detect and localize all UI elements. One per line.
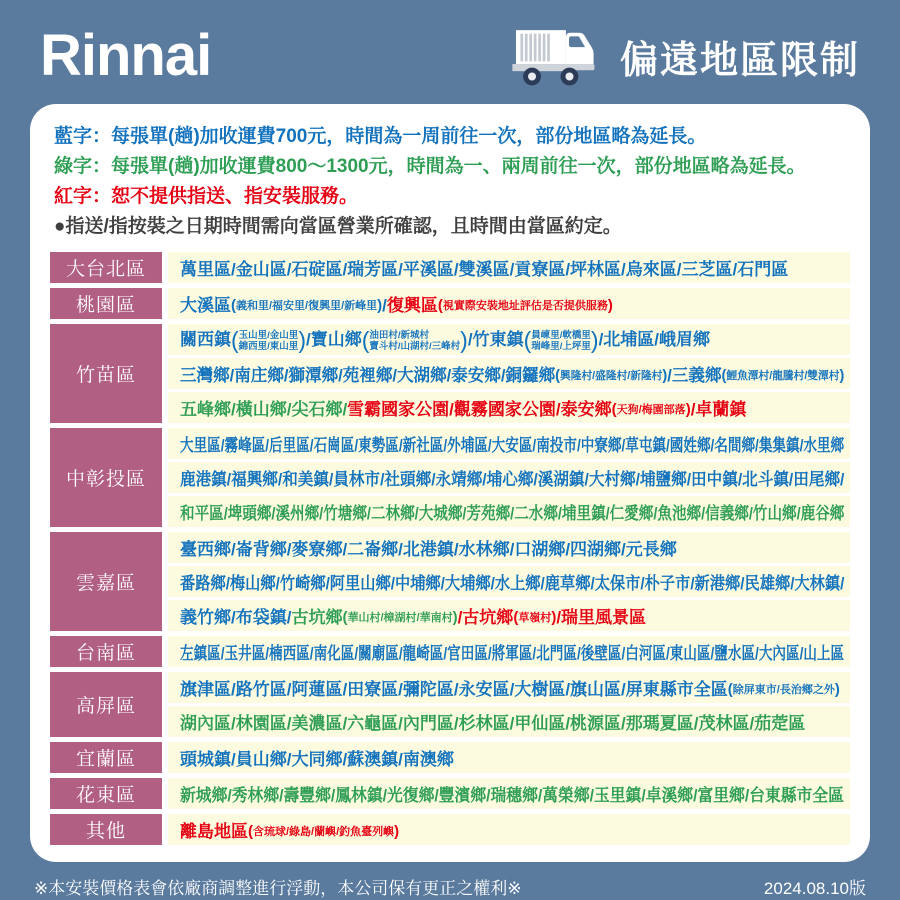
region-text: ( 員崠里/軟橋里 瑞峰里/上坪里 ) <box>523 327 599 353</box>
region-line <box>168 496 850 527</box>
region-text: (興隆村/盛隆村/新隆村) <box>555 367 668 384</box>
region-text: (含琉球/綠島/蘭嶼/釣魚臺列嶼) <box>248 823 400 840</box>
region-group <box>50 252 850 283</box>
region-text: 和平區/埤頭鄉/溪州鄉/竹塘鄉/二林鄉/大城鄉/芳苑鄉/二水鄉/埔里鎮/仁愛鄉/魚池鄉/信義鄉/竹山鄉/鹿谷鄉 <box>180 504 845 523</box>
region-line <box>168 814 850 845</box>
region-text: 新城鄉/秀林鄉/壽豐鄉/鳳林鎮/光復鄉/豐濱鄉/瑞穗鄉/萬榮鄉/玉里鎮/卓溪鄉/富里鄉/台東縣市全區 <box>180 786 844 805</box>
region-line-text <box>180 291 613 316</box>
legend <box>54 122 848 242</box>
region-text: (草嶺村) <box>513 609 557 626</box>
legend-line: 藍字：每張單(趟)加收運費700元，時間為一周前往一次，部份地區略為延長。 <box>54 126 707 147</box>
region-text: 旗津區/路竹區/阿蓮區/田寮區/彌陀區/永安區/大樹區/旗山區/屏東縣市全區 <box>180 680 728 699</box>
region-label: 宜蘭區 <box>50 742 162 773</box>
footer-note: ※本安裝價格表會依廠商調整進行浮動，本公司保有更正之權利※ <box>34 879 522 898</box>
region-line <box>168 600 850 631</box>
region-line <box>168 706 850 737</box>
region-line <box>168 252 850 283</box>
region-text: (華山村/樟湖村/華南村) <box>342 609 458 626</box>
region-group <box>50 532 850 631</box>
region-text: /瑞里風景區 <box>556 608 647 627</box>
region-text: (除屏東市/長治鄉之外) <box>727 681 840 698</box>
region-text: 義竹鄉/布袋鎮/ <box>180 608 292 627</box>
region-content <box>168 252 850 283</box>
region-group <box>50 324 850 423</box>
page-title: 偏遠地區限制 <box>619 39 860 82</box>
region-text: 萬里區/金山區/石碇區/瑞芳區/平溪區/雙溪區/貢寮區/坪林區/烏來區/三芝區/石門區 <box>180 260 789 279</box>
region-text: (視實際安裝地址評估是否提供服務) <box>437 297 613 314</box>
region-line <box>168 566 850 597</box>
region-line <box>168 462 850 493</box>
region-line <box>168 288 850 319</box>
region-text: 鹿港鎮/福興鄉/和美鎮/員林市/社頭鄉/永靖鄉/埔心鄉/溪湖鎮/大村鄉/埔鹽鄉/田中鎮/北斗鎮/田尾鄉/ <box>180 470 845 489</box>
legend-line: 綠字：每張單(趟)加收運費800～1300元，時間為一、兩周前往一次，部份地區略為延長。 <box>54 156 806 177</box>
region-text: 大溪區 <box>180 296 231 315</box>
region-line-text <box>180 709 805 734</box>
region-content <box>168 742 850 773</box>
region-line <box>168 742 850 773</box>
region-label: 竹苗區 <box>50 324 162 423</box>
content-panel <box>30 104 870 862</box>
region-content <box>168 636 850 667</box>
region-text: / <box>382 296 387 315</box>
region-line-text <box>180 639 844 664</box>
region-text: 番路鄉/梅山鄉/竹崎鄉/阿里山鄉/中埔鄉/大埔鄉/水上鄉/鹿草鄉/太保市/朴子市/新港鄉/民雄鄉/大林鎮/ <box>180 574 845 593</box>
region-text: /北埔區/峨眉鄉 <box>598 330 711 349</box>
region-text: (天狗/梅園部落) <box>611 401 691 418</box>
region-group <box>50 742 850 773</box>
region-content <box>168 324 850 423</box>
region-group <box>50 814 850 845</box>
region-line-text <box>180 325 710 354</box>
region-group <box>50 288 850 319</box>
region-text: 三灣鄉/南庄鄉/獅潭鄉/苑裡鄉/大湖鄉/泰安鄉/銅鑼鄉 <box>180 366 556 385</box>
version-label: 2024.08.10版 <box>763 879 866 898</box>
region-line <box>168 324 850 355</box>
region-text: (義和里/福安里/復興里/新峰里) <box>231 297 383 314</box>
region-text: (鯉魚潭村/龍騰村/雙潭村) <box>721 367 845 384</box>
region-text: 離島地區 <box>180 822 248 841</box>
region-line-text <box>180 395 746 420</box>
region-text: 臺西鄉/崙背鄉/麥寮鄉/二崙鄉/北港鎮/水林鄉/口湖鄉/四湖鄉/元長鄉 <box>180 540 677 559</box>
region-label: 其他 <box>50 814 162 845</box>
region-line-text <box>180 361 844 386</box>
region-label: 大台北區 <box>50 252 162 283</box>
region-text: /卓蘭鎮 <box>690 400 747 419</box>
region-line-text <box>180 569 844 594</box>
header <box>0 0 900 104</box>
region-line-text <box>180 499 844 524</box>
region-text: 古坑鄉 <box>291 608 343 627</box>
region-line-text <box>180 745 454 770</box>
region-content <box>168 428 850 527</box>
region-line-text <box>180 255 788 280</box>
region-line-text <box>180 535 677 560</box>
region-line <box>168 532 850 563</box>
region-group <box>50 672 850 737</box>
region-text: 復興區 <box>386 296 438 315</box>
region-label: 雲嘉區 <box>50 532 162 631</box>
region-label: 台南區 <box>50 636 162 667</box>
region-text: 大里區/霧峰區/后里區/石崗區/東勢區/新社區/外埔區/大安區/南投市/中寮鄉/草屯鎮/國姓鄉/名間鄉/集集鎮/水里鄉 <box>180 436 845 455</box>
region-line-text <box>180 431 844 456</box>
region-text: 五峰鄉/橫山鄉/尖石鄉/ <box>180 400 348 419</box>
region-line <box>168 672 850 703</box>
region-line <box>168 428 850 459</box>
region-group <box>50 636 850 667</box>
region-label: 中彰投區 <box>50 428 162 527</box>
region-line <box>168 392 850 423</box>
region-line-text <box>180 781 844 806</box>
region-text: 湖內區/林園區/美濃區/六龜區/內門區/杉林區/甲仙區/桃源區/那瑪夏區/茂林區/茄萣區 <box>180 714 806 733</box>
region-text: ( 玉山里/金山里 錦西里/東山里 ) <box>231 327 306 353</box>
region-line-text <box>180 675 840 700</box>
truck-icon <box>510 23 604 89</box>
region-text: /寶山鄉 <box>305 330 362 349</box>
region-line <box>168 636 850 667</box>
region-content <box>168 814 850 845</box>
region-group <box>50 778 850 809</box>
region-content <box>168 778 850 809</box>
region-label: 桃園區 <box>50 288 162 319</box>
region-content <box>168 532 850 631</box>
region-text: /古坑鄉 <box>457 608 514 627</box>
region-line <box>168 358 850 389</box>
region-line <box>168 778 850 809</box>
footer <box>34 874 866 899</box>
region-text: /三義鄉 <box>667 366 722 385</box>
region-text: 左鎮區/玉井區/楠西區/南化區/關廟區/龍崎區/官田區/將軍區/北門區/後壁區/白河區/東山區/鹽水區/大內區/山上區 <box>180 644 845 663</box>
region-table <box>50 252 850 850</box>
region-text: 關西鎮 <box>180 330 231 349</box>
region-line-text <box>180 465 844 490</box>
rinnai-logo: Rinnai <box>40 23 212 88</box>
region-text: 頭城鎮/員山鄉/大同鄉/蘇澳鎮/南澳鄉 <box>180 750 454 769</box>
region-label: 花東區 <box>50 778 162 809</box>
region-content <box>168 288 850 319</box>
region-line-text <box>180 817 399 842</box>
legend-line: 紅字：恕不提供指送、指安裝服務。 <box>54 186 359 207</box>
region-text: /竹東鎮 <box>467 330 524 349</box>
region-line-text <box>180 603 646 628</box>
region-group <box>50 428 850 527</box>
region-content <box>168 672 850 737</box>
region-label: 高屏區 <box>50 672 162 737</box>
legend-line: ●指送/指按裝之日期時間需向當區營業所確認，且時間由當區約定。 <box>54 216 622 237</box>
region-text: ( 油田村/新城村 寶斗村/山湖村/三峰村 ) <box>361 327 468 353</box>
region-text: 雪霸國家公園/觀霧國家公園/泰安鄉 <box>347 400 612 419</box>
